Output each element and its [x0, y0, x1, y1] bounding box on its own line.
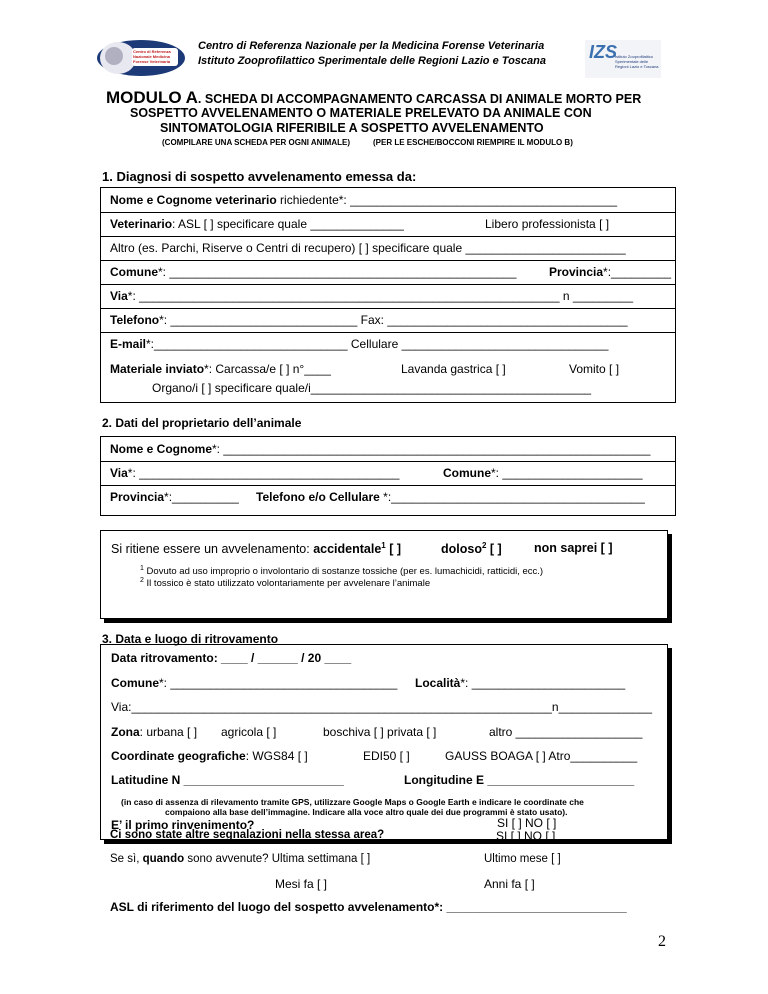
section1-box	[100, 187, 676, 403]
footnote-2	[140, 577, 430, 589]
s1-row-email[interactable]	[110, 337, 608, 351]
footnote-2-num: 2	[140, 577, 144, 584]
s3-primo-si-no[interactable]: SI [ ] NO [ ]	[497, 816, 557, 830]
s3-data-ritrovamento[interactable]: Data ritrovamento: ____ / ______ / 20 ____	[111, 651, 352, 665]
s3-localita-label: Località	[415, 676, 461, 690]
title-note-left: (COMPILARE UNA SCHEDA PER OGNI ANIMALE)	[162, 138, 350, 147]
s1-libero-checkbox[interactable]: Libero professionista [ ]	[485, 217, 610, 231]
section3-box	[100, 644, 668, 840]
title-line1-rest: . SCHEDA DI ACCOMPAGNAMENTO CARCASSA DI ANIMALE MORTO PER	[197, 92, 642, 106]
s1-row-telefono[interactable]	[110, 313, 628, 327]
poisoning-doloso-sup: 2	[481, 541, 487, 550]
s2-telefono[interactable]	[256, 490, 645, 504]
logo-right-sub: Istituto Zooprofilattico Sperimentale delle Regioni Lazio e Toscana	[615, 54, 659, 69]
section2-box	[100, 436, 676, 516]
s3-longitudine[interactable]: Longitudine E ______________________	[404, 773, 635, 787]
s3-asl-riferimento[interactable]: ASL di riferimento del luogo del sospetto avvelenamento*: ___________________________	[110, 900, 627, 914]
s3-anni-fa-checkbox[interactable]: Anni fa [ ]	[484, 877, 535, 891]
s2-via-label: Via	[110, 466, 128, 480]
logo-left-text: Centro di Referenza Nazionale Medicina Forense Veterinaria	[133, 49, 171, 64]
s1-via-field: *: _______________________________________________________________ n _________	[127, 289, 633, 303]
s2-row-nome[interactable]	[110, 442, 650, 456]
s3-wgs84-checkbox: : WGS84 [ ]	[245, 749, 308, 763]
s2-telefono-label: Telefono e/o Cellulare	[256, 490, 380, 504]
s3-urbana-checkbox: : urbana [ ]	[139, 725, 198, 739]
section2-heading: 2. Dati del proprietario dell’animale	[102, 416, 302, 430]
s3-quando-pre: Se sì,	[110, 853, 143, 865]
s1-vet-name-field: richiedente*: ________________________________________	[276, 193, 618, 207]
s1-vet-name-label: Nome e Cognome veterinario	[110, 193, 277, 207]
header-line1: Centro di Referenza Nazionale per la Medicina Forense Veterinaria	[198, 40, 545, 52]
s3-agricola-checkbox[interactable]: agricola [ ]	[221, 725, 277, 739]
s1-lavanda-checkbox[interactable]: Lavanda gastrica [ ]	[401, 362, 506, 376]
s3-localita[interactable]	[415, 676, 625, 690]
s2-comune-field: *: _____________________	[491, 466, 643, 480]
s3-altre-segnalazioni: Ci sono state altre segnalazioni nella stessa area?	[110, 829, 385, 841]
s3-coordinate-wgs84[interactable]	[111, 749, 308, 763]
s1-row-organo[interactable]: Organo/i [ ] specificare quale/i__________________________________________	[152, 381, 592, 395]
s1-telefono-label: Telefono	[110, 313, 160, 327]
s3-coordinate-label: Coordinate geografiche	[111, 749, 246, 763]
s1-row-asl[interactable]	[110, 217, 404, 231]
s2-provincia-label: Provincia	[110, 490, 165, 504]
s2-via-field: *: _______________________________________	[127, 466, 400, 480]
s1-row-vet-name[interactable]	[110, 193, 617, 207]
s3-localita-field: *: _______________________	[460, 676, 626, 690]
footnote-1-num: 1	[140, 565, 144, 572]
s3-boschiva-privata-checkbox[interactable]: boschiva [ ] privata [ ]	[323, 725, 437, 739]
s3-zona-label: Zona	[111, 725, 140, 739]
s1-email-label: E-mail	[110, 337, 147, 351]
s3-zona-urbana[interactable]	[111, 725, 197, 739]
s3-quando-bold: quando	[142, 853, 185, 865]
poisoning-question: Si ritiene essere un avvelenamento:	[111, 542, 314, 557]
s2-provincia-field: *:__________	[164, 490, 239, 504]
s1-provincia-label: Provincia	[549, 265, 604, 279]
s1-materiale-label: Materiale inviato	[110, 362, 205, 376]
footnote-2-text: Il tossico è stato utilizzato volontariamente per avvelenare l’animale	[143, 578, 431, 590]
s2-nome-label: Nome e Cognome	[110, 442, 213, 456]
poisoning-doloso: doloso	[441, 542, 482, 557]
header-line2: Istituto Zooprofilattico Sperimentale delle Regioni Lazio e Toscana	[198, 55, 546, 67]
s1-vet-label: Veterinario	[110, 217, 173, 231]
poisoning-box	[100, 530, 668, 619]
s2-nome-field: *: ________________________________________________________________	[212, 442, 651, 456]
s3-row-via[interactable]: Via:_______________________________________________________________n______________	[111, 700, 653, 714]
s1-row-via[interactable]	[110, 289, 633, 303]
accidentale-checkbox[interactable]: [ ]	[385, 542, 402, 557]
s3-comune-label: Comune	[111, 676, 159, 690]
s3-comune-field: *: __________________________________	[159, 676, 398, 690]
s1-row-altro[interactable]: Altro (es. Parchi, Riserve o Centri di recupero) [ ] specificare quale ________________________	[110, 241, 626, 255]
s3-altre-si-no[interactable]: SI [ ] NO [ ]	[496, 829, 556, 843]
title-modulo: MODULO A	[106, 88, 198, 107]
section3-heading: 3. Data e luogo di ritrovamento	[102, 632, 279, 646]
logo-left	[96, 38, 186, 78]
title-line2: SOSPETTO AVVELENAMENTO O MATERIALE PRELEVATO DA ANIMALE CON	[130, 106, 592, 120]
s3-ultima-settimana-checkbox: sono avvenute? Ultima settimana [ ]	[184, 853, 371, 865]
s3-ultimo-mese-checkbox[interactable]: Ultimo mese [ ]	[484, 853, 561, 865]
footnote-1-text: Dovuto ad uso improprio o involontario di sostanze tossiche (per es. lumachicidi, ratticidi, ecc.)	[143, 566, 544, 578]
s1-asl-field: : ASL [ ] specificare quale ______________	[172, 217, 404, 231]
s3-row-comune[interactable]	[111, 676, 397, 690]
logo-right	[585, 40, 661, 78]
logo-right-main: IZS	[589, 42, 618, 62]
s1-via-label: Via	[110, 289, 128, 303]
s1-provincia-field: *:_________	[603, 265, 672, 279]
s1-row-materiale[interactable]	[110, 362, 331, 376]
title-note-right: (PER LE ESCHE/BOCCONI RIEMPIRE IL MODULO B)	[373, 138, 573, 147]
s3-note-line2: compaiono alla base dell’immagine. Indicare alla voce altro quale dei due programmi è stato usato).	[165, 807, 568, 817]
poisoning-question-row	[111, 541, 401, 556]
s1-row-comune[interactable]	[110, 265, 516, 279]
page-number: 2	[658, 933, 666, 950]
doloso-checkbox[interactable]: [ ]	[486, 542, 502, 557]
s1-vomito-checkbox[interactable]: Vomito [ ]	[569, 362, 620, 376]
s3-altro-field[interactable]: altro ___________________	[489, 725, 643, 739]
non-saprei-checkbox[interactable]: non saprei [ ]	[534, 541, 613, 555]
title-line1	[106, 88, 641, 108]
s1-comune-field: *: ____________________________________________________	[158, 265, 517, 279]
section1-heading: 1. Diagnosi di sospetto avvelenamento emessa da:	[102, 169, 417, 184]
title-line3: SINTOMATOLOGIA RIFERIBILE A SOSPETTO AVVELENAMENTO	[160, 121, 544, 135]
s2-comune-label: Comune	[443, 466, 491, 480]
s3-note-line1: (in caso di assenza di rilevamento tramite GPS, utilizzare Google Maps o Google Earth e indicare le coordinate che	[121, 797, 584, 807]
poisoning-accidentale-sup: 1	[381, 541, 386, 550]
s1-provincia[interactable]	[549, 265, 671, 279]
s1-email-field: *:_____________________________ Cellulare _______________________________	[146, 337, 609, 351]
s3-gauss-boaga-checkbox[interactable]: GAUSS BOAGA [ ] Atro__________	[445, 749, 638, 763]
poisoning-doloso-row	[441, 541, 502, 556]
s2-row-via[interactable]	[110, 466, 399, 480]
footnote-1	[140, 565, 543, 577]
s1-telefono-field: *: ____________________________ Fax: ____________________________________	[159, 313, 628, 327]
s2-comune[interactable]	[443, 466, 643, 480]
s1-carcassa-field: *: Carcassa/e [ ] n°____	[204, 362, 331, 376]
s2-row-provincia[interactable]	[110, 490, 239, 504]
s3-latitudine[interactable]: Latitudine N ________________________	[111, 773, 344, 787]
s3-quando-row[interactable]	[110, 853, 370, 865]
s3-edi50-checkbox[interactable]: EDI50 [ ]	[363, 749, 410, 763]
s3-primo-rinvenimento: E’ il primo rinvenimento?	[111, 818, 255, 832]
poisoning-accidentale: accidentale	[313, 542, 382, 557]
s3-mesi-fa-checkbox[interactable]: Mesi fa [ ]	[275, 877, 328, 891]
s1-comune-label: Comune	[110, 265, 158, 279]
s2-telefono-field: *:______________________________________	[379, 490, 645, 504]
